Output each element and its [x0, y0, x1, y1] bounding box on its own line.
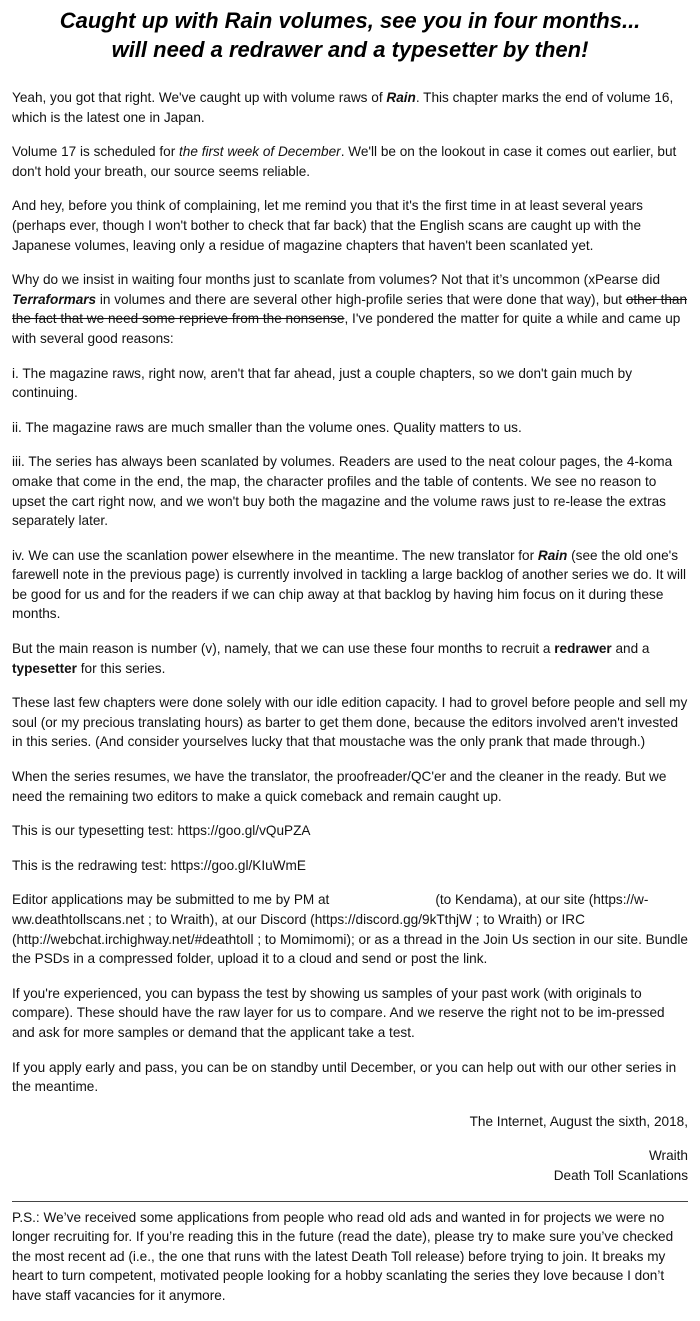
- struck-text: other than the fact that we need some reprieve from the nonsense: [12, 291, 688, 327]
- letter-body: [12, 88, 688, 1321]
- series-title: Rain: [537, 547, 568, 563]
- redrawing-test-link: This is the redrawing test: https://goo.gl/KIuWmE: [12, 857, 306, 873]
- page-title: [0, 6, 700, 64]
- paragraph-complaining: And hey, before you think of complaining, let me remind you that it's the first time in at least several years (perhaps ever, though I won't bother to check that far back) that the English scans are caught up with the Japanese volumes, leaving only a residue of magazine chapters that haven't been scanlated yet.: [12, 198, 643, 253]
- paragraph-caught-up: [12, 88, 688, 127]
- text: Volume 17 is scheduled for: [12, 144, 180, 160]
- text: for this series.: [76, 660, 166, 676]
- paragraph-why-wait: [12, 270, 688, 348]
- text: But the main reason is number (v), namely, that we can use these four months to recruit a: [12, 641, 555, 657]
- text: (see the old one's farewell note in the previous page) is currently involved in tackling a large backlog of another series we do. It will be good for us and for the readers if we can chip away at that backlog by having him focus on it during these months.: [12, 547, 686, 622]
- paragraph-idle-capacity: These last few chapters were done solely with our idle edition capacity. I had to grovel before people and sell my soul (or my precious translating hours) as barter to get them done, because the editors involved aren't invested in this series. (And consider yourselves lucky that that moustache was the only prank that made through.): [12, 695, 688, 750]
- paragraph-main-reason: [12, 639, 688, 678]
- paragraph-apply-early: If you apply early and pass, you can be on standby until December, or you can help out with our other series in the meantime.: [12, 1059, 677, 1095]
- reason-i: i. The magazine raws, right now, aren't that far ahead, just a couple chapters, so we don't gain much by continuing.: [12, 365, 633, 401]
- reason-iii: iii. The series has always been scanlated by volumes. Readers are used to the neat colour pages, the 4-koma omake that come in the end, the map, the character profiles and the table of contents. We see no reason to upset the cart right now, and we won't buy both the magazine and the volume raws just to re-lease the extras separately later.: [12, 454, 673, 529]
- text: . We'll be on the lookout in case it comes out earlier, but don't hold your breath, our source seems reliable.: [12, 144, 677, 179]
- text: and a: [611, 641, 650, 657]
- ps-divider: [12, 1201, 688, 1202]
- paragraph-applications: [12, 890, 688, 968]
- series-title: Rain: [386, 90, 416, 105]
- reason-iv: [12, 546, 688, 624]
- text: Yeah, you got that right. We've caught up with volume raws of: [12, 90, 387, 105]
- paragraph-series-resumes: When the series resumes, we have the translator, the proofreader/QC'er and the cleaner in the ready. But we need the remaining two editors to make a quick comeback and remain caught up.: [12, 769, 667, 804]
- text: . This chapter marks the end of volume 16, which is the latest one in Japan.: [12, 90, 674, 125]
- signature: [12, 1146, 688, 1185]
- role-typesetter: typesetter: [12, 660, 77, 676]
- text: Editor applications may be submitted to me by PM at: [12, 892, 330, 908]
- signature-date: The Internet, August the sixth, 2018,: [469, 1113, 688, 1129]
- paragraph-experienced: If you're experienced, you can bypass the test by showing us samples of your past work (with originals to compare). These should have the raw layer for us to compare. And we reserve the right not to be im-pressed and ask for more samples or demand that the applicant take a test.: [12, 985, 665, 1040]
- text: Why do we insist in waiting four months just to scanlate from volumes? Not that it’s uncommon (xPearse did: [12, 272, 660, 288]
- title-line-2: will need a redrawer and a typesetter by then!: [111, 37, 589, 62]
- signature-group: Death Toll Scanlations: [553, 1167, 688, 1183]
- role-redrawer: redrawer: [554, 641, 612, 657]
- reason-ii: ii. The magazine raws are much smaller than the volume ones. Quality matters to us.: [12, 419, 522, 435]
- postscript: P.S.: We’ve received some applications from people who read old ads and wanted in for projects we were no longer recruiting for. If you’re reading this in the future (read the date), please try to make sure you’ve checked the most recent ad (i.e., the one that runs with the latest Death Toll release) before trying to join. It breaks my heart to turn competent, motivated people looking for a hobby scanlating the series they love because I don’t have staff vacancies for it anymore.: [12, 1209, 674, 1303]
- signature-name: Wraith: [648, 1148, 688, 1164]
- text: , I've pondered the matter for quite a while and came up with several good reasons:: [12, 311, 681, 346]
- series-title: Terraformars: [12, 291, 97, 307]
- paragraph-volume-17: [12, 142, 688, 181]
- text: (to Kendama), at our site (https://w-ww.deathtollscans.net ; to Wraith), at our Discord (https://discord.gg/9kTthjW ; to Wraith) or IRC (http://webchat.irchighway.net/#deathtoll ; to Momimomi); or as a thread in the Join Us section in our site. Bundle the PSDs in a compressed folder, upload it to a cloud and send or post the link.: [12, 892, 688, 967]
- title-line-1: Caught up with Rain volumes, see you in four months...: [59, 8, 641, 33]
- typesetting-test-link: This is our typesetting test: https://goo.gl/vQuPZA: [12, 823, 311, 839]
- text: iv. We can use the scanlation power elsewhere in the meantime. The new translator for: [12, 547, 538, 563]
- release-date: the first week of December: [179, 144, 341, 160]
- text: in volumes and there are several other high-profile series that were done that way), but: [96, 291, 626, 307]
